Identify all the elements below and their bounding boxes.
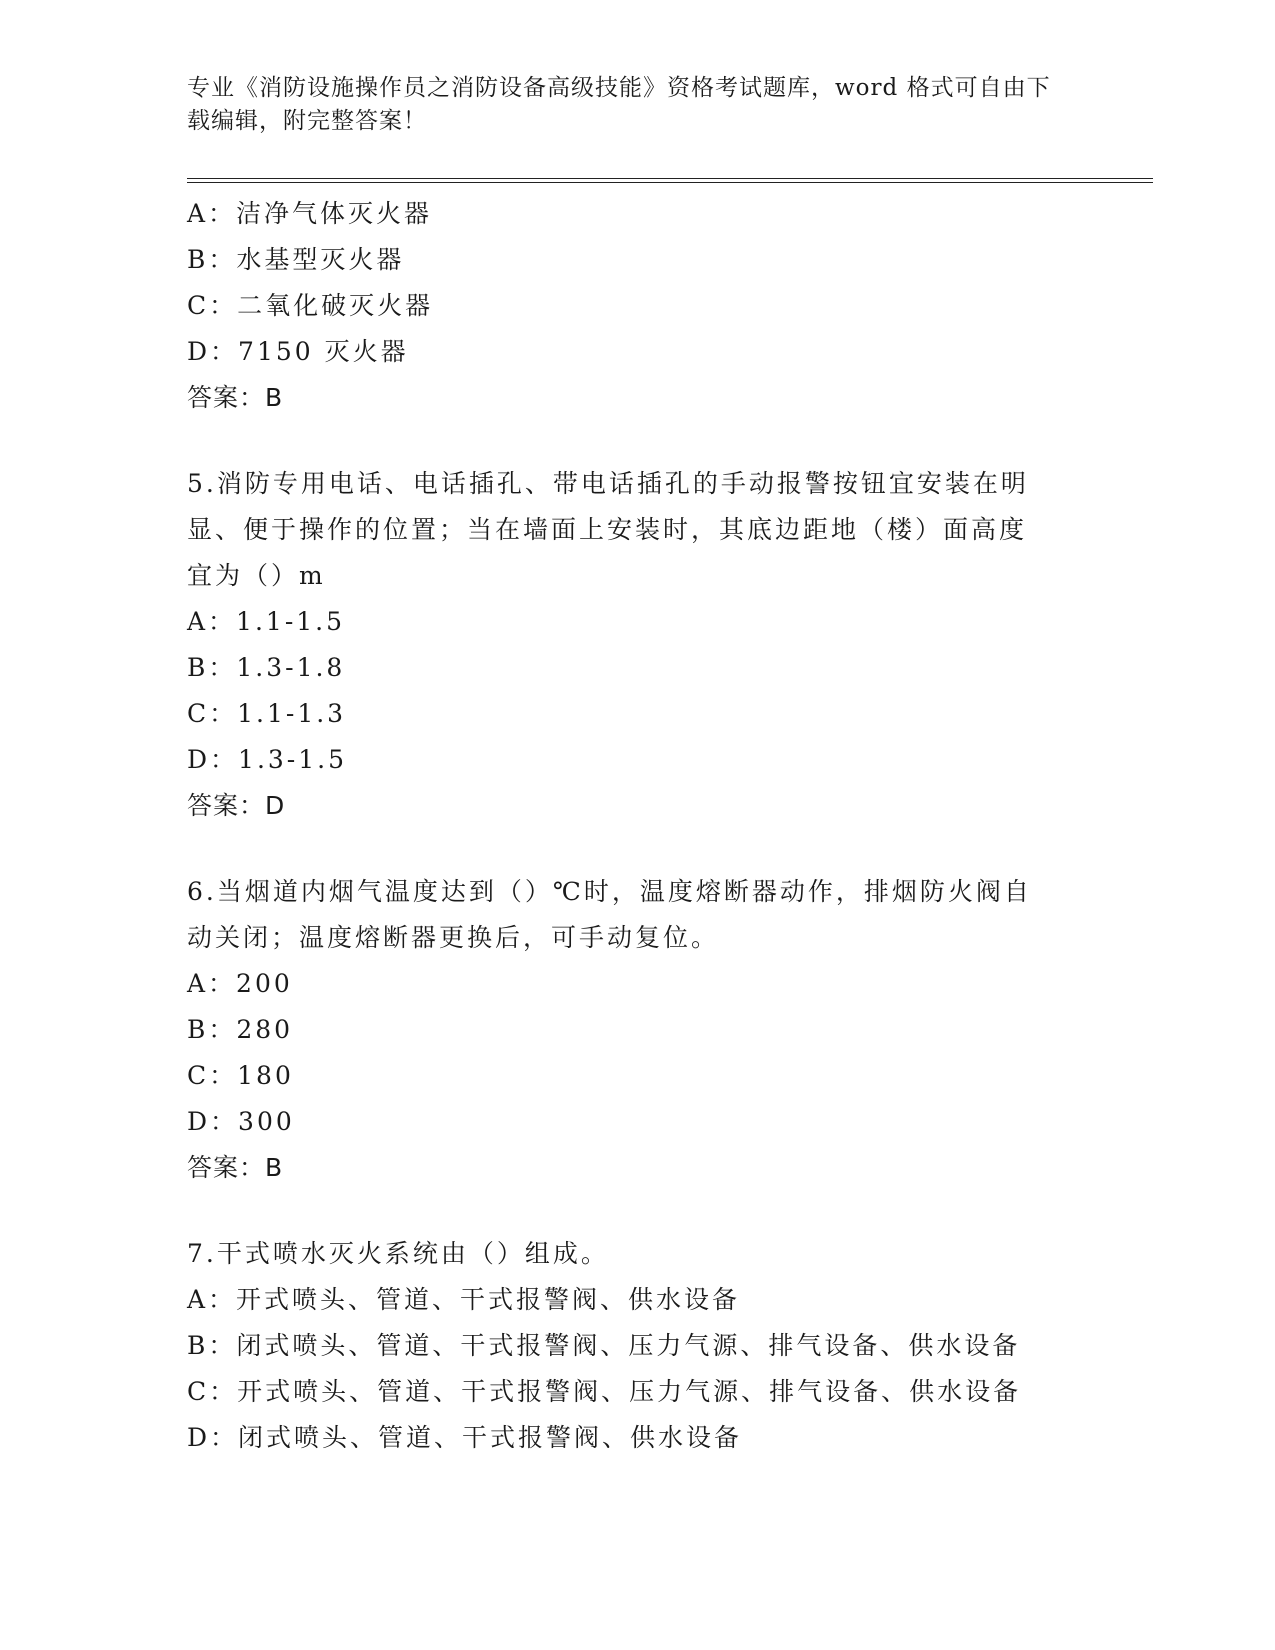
answer-line: 答案：D [187, 791, 286, 820]
question-stem-line: 6.当烟道内烟气温度达到（）℃时，温度熔断器动作，排烟防火阀自 [187, 877, 1032, 906]
question-5 [187, 461, 1087, 829]
option-d: D：闭式喷头、管道、干式报警阀、供水设备 [187, 1423, 743, 1452]
option-d: D：300 [187, 1107, 295, 1136]
option-b: B：闭式喷头、管道、干式报警阀、压力气源、排气设备、供水设备 [187, 1331, 1021, 1360]
question-stem-line: 显、便于操作的位置；当在墙面上安装时，其底边距地（楼）面高度 [187, 515, 1028, 544]
option-b: B：水基型灭火器 [187, 245, 405, 274]
option-a: A：1.1-1.5 [187, 607, 346, 636]
option-c: C：开式喷头、管道、干式报警阀、压力气源、排气设备、供水设备 [187, 1377, 1022, 1406]
question-stem-line: 5.消防专用电话、电话插孔、带电话插孔的手动报警按钮宜安装在明 [187, 469, 1029, 498]
question-body [187, 191, 1087, 1461]
header-rule-top [187, 178, 1153, 179]
option-d: D：1.3-1.5 [187, 745, 348, 774]
option-b: B：1.3-1.8 [187, 653, 346, 682]
question-4 [187, 191, 1087, 421]
option-a: A：洁净气体灭火器 [187, 199, 433, 228]
question-stem-line: 7.干式喷水灭火系统由（）组成。 [187, 1239, 609, 1268]
option-c: C：180 [187, 1061, 294, 1090]
header-rule-bottom [187, 182, 1153, 183]
question-stem-line: 宜为（）m [187, 561, 326, 590]
option-c: C：二氧化破灭火器 [187, 291, 434, 320]
answer-line: 答案：B [187, 383, 284, 412]
option-c: C：1.1-1.3 [187, 699, 347, 728]
document-header: 专业《消防设施操作员之消防设备高级技能》资格考试题库，word 格式可自由下载编辑，附完整答案！ [187, 75, 1051, 134]
option-d: D：7150 灭火器 [187, 337, 409, 366]
question-7 [187, 1231, 1087, 1461]
option-b: B：280 [187, 1015, 294, 1044]
option-a: A：200 [187, 969, 293, 998]
answer-line: 答案：B [187, 1153, 284, 1182]
question-stem-line: 动关闭；温度熔断器更换后，可手动复位。 [187, 923, 720, 952]
question-6 [187, 869, 1087, 1191]
option-a: A：开式喷头、管道、干式报警阀、供水设备 [187, 1285, 741, 1314]
